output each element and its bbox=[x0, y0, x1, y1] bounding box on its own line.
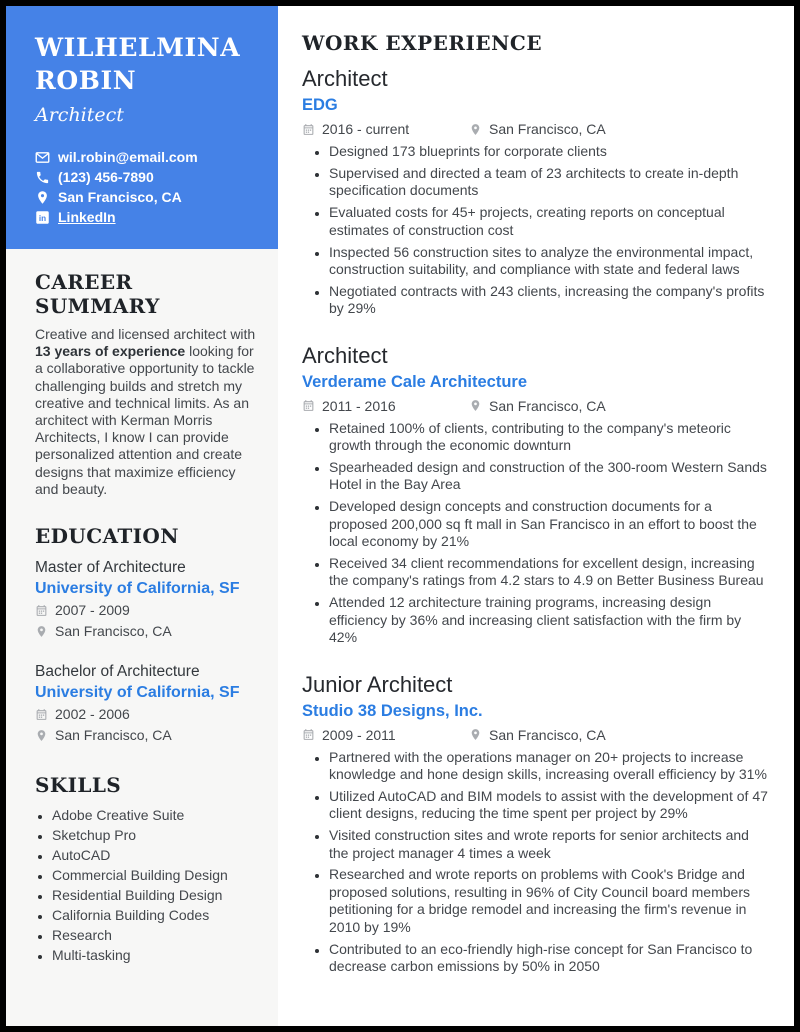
location-pin-icon bbox=[469, 728, 482, 741]
name-line-1: WILHELMINA bbox=[35, 33, 241, 62]
candidate-name bbox=[35, 31, 260, 97]
contact-email-text: wil.robin@email.com bbox=[58, 149, 198, 165]
job-dates: 2009 - 2011 bbox=[322, 726, 396, 743]
education-location: San Francisco, CA bbox=[55, 727, 172, 744]
calendar-icon bbox=[35, 604, 48, 617]
skills-section bbox=[6, 773, 278, 965]
job-location-group bbox=[469, 727, 606, 743]
job-bullet: • Partnered with the operations manager on 20+ projects to increase knowledge and hone design skills, increasing overall efficiency by 31% bbox=[329, 749, 768, 784]
skill-item: • AutoCAD bbox=[52, 845, 260, 865]
job-dates: 2011 - 2016 bbox=[322, 397, 396, 414]
location-pin-icon bbox=[35, 729, 48, 742]
location-pin-icon bbox=[469, 399, 482, 412]
contact-location-text: San Francisco, CA bbox=[58, 189, 182, 205]
work-experience-column bbox=[278, 6, 794, 1026]
job-title: Architect bbox=[302, 66, 388, 91]
job-bullet: • Researched and wrote reports on problems with Cook's Bridge and proposed solutions, resulting in 96% of City Council board members petitioning for a bridge remodel and increasing the firm's revenue in 2010 by 19% bbox=[329, 866, 768, 936]
job-bullet: • Retained 100% of clients, contributing to the company's meteoric growth through the economic downturn bbox=[329, 420, 768, 455]
job-meta-row bbox=[302, 121, 768, 137]
career-summary-text: Creative and licensed architect with 13 years of experience looking for a collaborative opportunity to tackle challenging builds and stretch my creative and technical limits. As an architect with Kerman Morris Architects, I know I can provide personalized attention and create designs that maximize efficiency and beauty. bbox=[35, 326, 256, 497]
job-bullet: • Designed 173 blueprints for corporate clients bbox=[329, 143, 768, 160]
job-dates-group bbox=[302, 398, 469, 414]
header-block bbox=[6, 6, 278, 249]
work-experience-heading: WORK EXPERIENCE bbox=[302, 31, 543, 55]
location-pin-icon bbox=[35, 625, 48, 638]
contact-location-row bbox=[35, 187, 260, 207]
job-bullet: • Evaluated costs for 45+ projects, creating reports on conceptual estimates of construction cost bbox=[329, 204, 768, 239]
experience-years-highlight: 13 years of experience bbox=[35, 343, 186, 360]
job-bullet: • Negotiated contracts with 243 clients, increasing the company's profits by 29% bbox=[329, 283, 768, 318]
company-name: EDG bbox=[302, 96, 338, 114]
calendar-icon bbox=[302, 728, 315, 741]
location-pin-icon bbox=[35, 190, 50, 205]
skill-item: • Residential Building Design bbox=[52, 885, 260, 905]
skill-item: • Multi-tasking bbox=[52, 945, 260, 965]
job-bullet: • Contributed to an eco-friendly high-rise concept for San Francisco to decrease carbon emissions by 50% in 2050 bbox=[329, 941, 768, 976]
education-heading: EDUCATION bbox=[35, 524, 179, 549]
school-name: University of California, SF bbox=[35, 684, 240, 702]
education-dates: 2002 - 2006 bbox=[55, 706, 130, 723]
job-entry bbox=[302, 65, 768, 318]
job-dates: 2016 - current bbox=[322, 121, 410, 137]
job-meta-row bbox=[302, 398, 768, 414]
company-name: Studio 38 Designs, Inc. bbox=[302, 701, 483, 720]
skill-item: • Sketchup Pro bbox=[52, 825, 260, 845]
job-location: San Francisco, CA bbox=[489, 726, 606, 743]
education-section bbox=[6, 524, 278, 746]
linkedin-link[interactable]: LinkedIn bbox=[58, 209, 116, 225]
skill-item: • California Building Codes bbox=[52, 905, 260, 925]
job-entry bbox=[302, 342, 768, 647]
name-line-2: ROBIN bbox=[35, 66, 137, 95]
degree-name: Bachelor of Architecture bbox=[35, 663, 200, 681]
career-summary-heading: CAREER SUMMARY bbox=[35, 270, 160, 318]
job-location-group bbox=[469, 121, 606, 137]
education-dates-row bbox=[35, 704, 260, 725]
candidate-job-title: Architect bbox=[35, 104, 124, 126]
location-pin-icon bbox=[469, 123, 482, 136]
job-bullet: • Developed design concepts and construction documents for a proposed 200,000 sq ft mall in San Francisco in an effort to boost the local economy by 21% bbox=[329, 498, 768, 550]
degree-name: Master of Architecture bbox=[35, 559, 186, 577]
job-meta-row bbox=[302, 727, 768, 743]
phone-icon bbox=[35, 170, 50, 185]
education-dates: 2007 - 2009 bbox=[55, 602, 130, 619]
job-location-group bbox=[469, 398, 606, 414]
svg-text:in: in bbox=[38, 213, 47, 223]
skill-item: • Adobe Creative Suite bbox=[52, 805, 260, 825]
education-location-row bbox=[35, 621, 260, 642]
sidebar bbox=[6, 6, 278, 1026]
calendar-icon bbox=[302, 123, 315, 136]
contact-list bbox=[35, 147, 260, 227]
career-summary-section bbox=[6, 270, 278, 498]
job-bullet: • Received 34 client recommendations for excellent design, increasing the company's ratings from 4.2 stars to 4.9 on Better Business Bureau bbox=[329, 555, 768, 590]
job-bullet: • Supervised and directed a team of 23 architects to create in-depth specification documents bbox=[329, 165, 768, 200]
job-bullet: • Spearheaded design and construction of the 300-room Western Sands Hotel in the Bay Area bbox=[329, 459, 768, 494]
skills-list bbox=[52, 805, 260, 965]
education-dates-row bbox=[35, 600, 260, 621]
job-dates-group bbox=[302, 727, 469, 743]
job-dates-group bbox=[302, 121, 469, 137]
job-bullet: • Visited construction sites and wrote reports for senior architects and the project manager 4 times a week bbox=[329, 827, 768, 862]
education-entry bbox=[35, 661, 260, 746]
education-entry bbox=[35, 557, 260, 642]
contact-phone-text: (123) 456-7890 bbox=[58, 169, 154, 185]
skill-item: • Research bbox=[52, 925, 260, 945]
contact-linkedin-row bbox=[35, 207, 260, 227]
calendar-icon bbox=[35, 708, 48, 721]
contact-phone-row bbox=[35, 167, 260, 187]
education-location: San Francisco, CA bbox=[55, 623, 172, 640]
job-bullet-list bbox=[329, 749, 768, 976]
linkedin-icon bbox=[35, 210, 50, 225]
school-name: University of California, SF bbox=[35, 580, 240, 598]
contact-email-row bbox=[35, 147, 260, 167]
skills-heading: SKILLS bbox=[35, 773, 122, 798]
education-location-row bbox=[35, 725, 260, 746]
skill-item: • Commercial Building Design bbox=[52, 865, 260, 885]
email-icon bbox=[35, 150, 50, 165]
job-title: Architect bbox=[302, 342, 388, 368]
job-location: San Francisco, CA bbox=[489, 121, 606, 137]
job-bullet: • Inspected 56 construction sites to analyze the environmental impact, construction suitability, and compliance with state and federal laws bbox=[329, 244, 768, 279]
company-name: Verderame Cale Architecture bbox=[302, 372, 527, 391]
job-location: San Francisco, CA bbox=[489, 397, 606, 414]
job-bullet-list bbox=[329, 143, 768, 318]
job-bullet: • Attended 12 architecture training programs, increasing design efficiency by 36% and increasing client satisfaction with the firm by 42% bbox=[329, 594, 768, 646]
job-bullet: • Utilized AutoCAD and BIM models to assist with the development of 47 client designs, reducing the time spent per project by 29% bbox=[329, 788, 768, 823]
job-bullet-list bbox=[329, 420, 768, 647]
calendar-icon bbox=[302, 399, 315, 412]
job-title: Junior Architect bbox=[302, 671, 453, 697]
job-entry bbox=[302, 671, 768, 976]
